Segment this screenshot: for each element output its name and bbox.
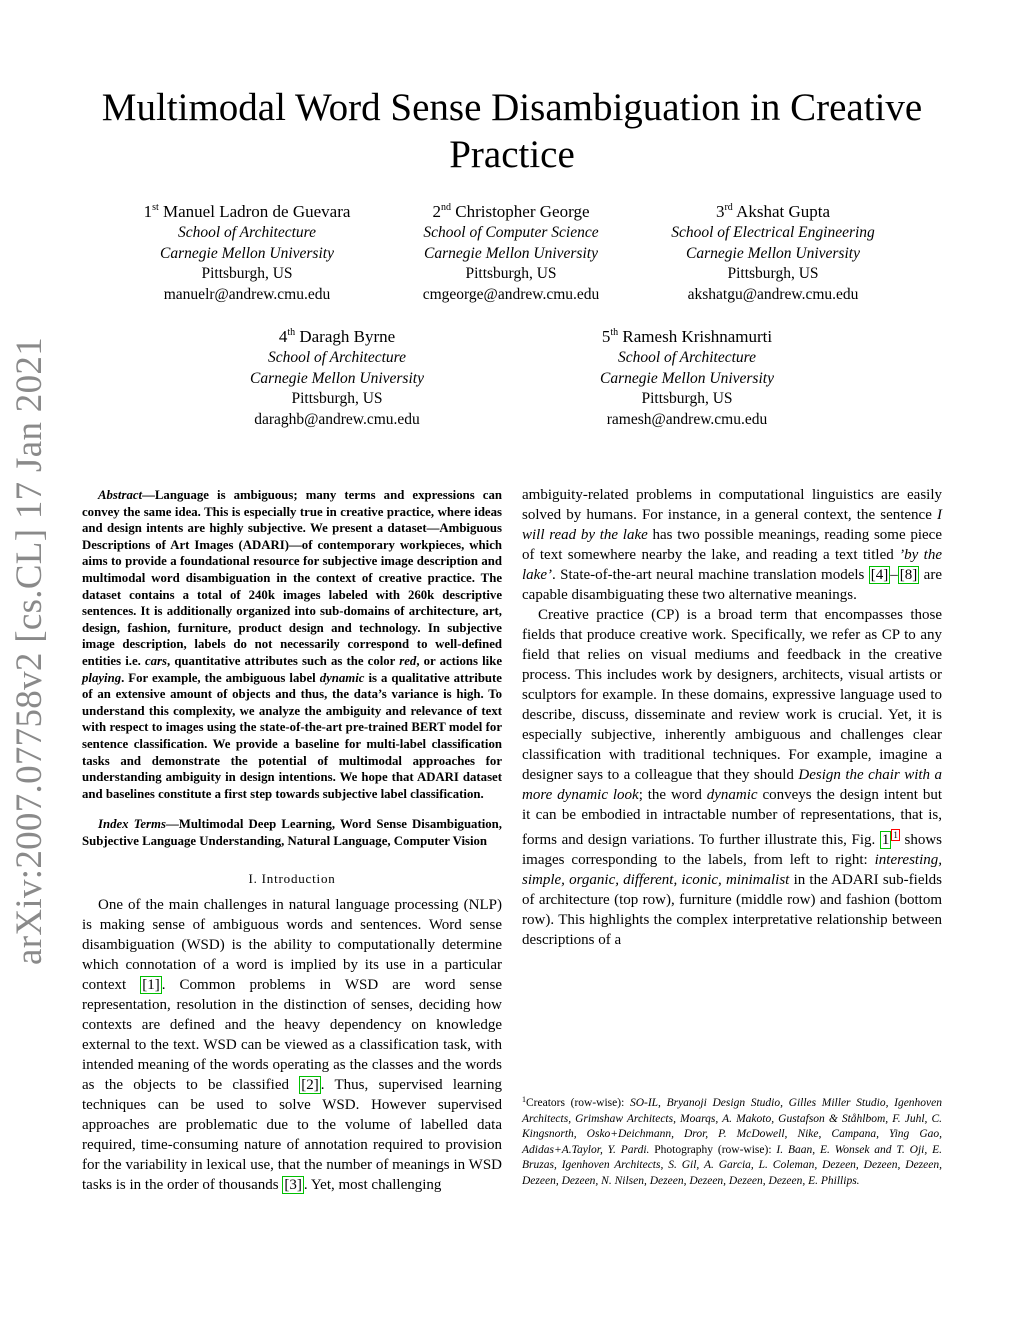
author-email[interactable]: cmgeorge@andrew.cmu.edu — [422, 285, 600, 303]
author-location: Pittsburgh, US — [291, 390, 383, 407]
author-location: Pittsburgh, US — [465, 265, 557, 282]
author-name: Christopher George — [455, 202, 590, 221]
author-name: Akshat Gupta — [736, 202, 831, 221]
citation-link[interactable]: [1] — [142, 977, 160, 994]
author-block-2 — [376, 201, 646, 305]
author-block-5 — [552, 326, 822, 430]
author-ordinal: 4 — [278, 327, 288, 346]
author-name: Ramesh Krishnamurti — [622, 327, 773, 346]
author-location: Pittsburgh, US — [727, 265, 819, 282]
intro-paragraph-continued: ambiguity-related problems in computational linguistics are easily solved by humans. For instance, in a general context, the sentence I will read by the lake has two possible meanings, reading some piece of text somewhere nearby the lake, and reading a text titled ’by the lake’. State-of-the-art neural machine translation models [4] – [8] are capable disambiguating these two alternative meanings. — [522, 487, 942, 603]
author-location: Pittsburgh, US — [641, 390, 733, 407]
author-name: Daragh Byrne — [299, 327, 396, 346]
author-ordinal-suffix: nd — [441, 202, 451, 213]
right-column — [522, 485, 942, 950]
author-school: School of Architecture — [177, 224, 317, 241]
author-school: School of Architecture — [617, 349, 757, 366]
author-ordinal-suffix: rd — [724, 202, 733, 213]
author-block-4 — [202, 326, 472, 430]
footnote-link[interactable]: 1 — [893, 830, 898, 840]
author-school: School of Electrical Engineering — [671, 224, 875, 241]
author-email[interactable]: manuelr@andrew.cmu.edu — [163, 285, 331, 303]
citation-link[interactable]: [4] — [870, 567, 889, 583]
author-university: Carnegie Mellon University — [424, 244, 598, 262]
citation-link[interactable]: [8] — [899, 567, 918, 583]
abstract: Abstract—Language is ambiguous; many terms and expressions can convey the same idea. This is especially true in creative practice, where ideas and design intents are highly subjective. We present a dataset—Ambiguous Descriptions of Art Images (ADARI)—of contemporary workpieces, which aims to provide a foundational resource for subjective image description and multimodal word disambiguation in the context of creative practice. The dataset contains a total of 240k images labeled with 260k descriptive sentences. It is additionally organized into sub-domains of architecture, art, design, fashion, furniture, product design and technology. In subjective image description, labels do not necessarily correspond to well-defined entities i.e. cars, quantitative attributes such as the color red, or actions like playing. For example, the ambiguous label dynamic is a qualitative attribute of an extensive amount of objects and thus, the data’s variance is high. To understand this complexity, we analyze the ambiguity and relevance of text with respect to images using the state-of-the-art pre-trained BERT model for sentence classification. We provide a baseline for multi-label classification tasks and demonstrate the potential of multimodal approaches for understanding ambiguity in design intentions. We hope that ADARI dataset and baselines constitute a first step towards subjective label classification. — [82, 488, 502, 801]
section-heading-introduction: I. Introduction — [248, 871, 336, 887]
author-university: Carnegie Mellon University — [686, 244, 860, 262]
footnote: $^1$Creators (row-wise): SO-IL, Bryanoji Design Studio, Gilles Miller Studio, Igenhoven Architects, Grimshaw Architects, Moarqs, A. Makoto, Gustafson & Ståhlbom, F. Juhl, C. Kingsnorth, Osko+Deichmann, Dror, P. McDowell, Nike, Campana, Ying Gao, Adidas+A.Taylor, Y. Pardi. Photography (row-wise): I. Baan, E. Wonsek and T. Oji, E. Bruzas, Igenhoven Architects, S. Gil, A. Garcia, L. Coleman, Dezeen, Dezeen, Dezeen, Dezeen, Dezeen, N. Nilsen, Dezeen, Dezeen, Dezeen, Dezeen, E. Phillips. — [522, 1095, 943, 1187]
author-ordinal: 1 — [143, 202, 153, 221]
author-university: Carnegie Mellon University — [250, 369, 424, 387]
author-ordinal-suffix: th — [287, 327, 296, 338]
intro-paragraph-2: Creative practice (CP) is a broad term that encompasses those fields that produce creative work. Specifically, we refer as CP to any field that relies on visual mediums and feedback in the creative process. This includes work by designers, architects, visual artists or sculptors for example. In these domains, expressive language used to describe, discuss, disseminate and review work is crucial. Yet, it is especially subjective, inherently ambiguous and challenges clear classification with traditional techniques. For example, imagine a designer says to a colleague that they should Design the chair with a more dynamic look; the word dynamic conveys the design intent but it can be embodied in intractable number of representations, that is, forms and design variations. To further illustrate this, Fig. 1 $^1$ shows images corresponding to the labels, from left to right: interesting, simple, organic, different, iconic, minimalist in the ADARI sub-fields of architecture (top row), furniture (middle row) and fashion (bottom row). This highlights the complex interpretative relationship between descriptions of a — [522, 607, 942, 948]
author-ordinal-suffix: th — [610, 327, 619, 338]
author-university: Carnegie Mellon University — [600, 369, 774, 387]
paper-title: Multimodal Word Sense Disambiguation in Creative Practice — [101, 86, 923, 176]
author-ordinal: 3 — [715, 202, 725, 221]
left-column — [82, 487, 502, 1195]
author-block-3 — [638, 201, 908, 305]
author-ordinal: 5 — [601, 327, 611, 346]
index-terms: Index Terms—Multimodal Deep Learning, Word Sense Disambiguation, Subjective Language Understanding, Natural Language, Computer Vision — [82, 817, 502, 848]
author-email[interactable]: daraghb@andrew.cmu.edu — [254, 410, 420, 428]
author-block-1 — [112, 201, 382, 305]
intro-paragraph-1: One of the main challenges in natural language processing (NLP) is making sense of ambiguous words and sentences. Word sense disambiguation (WSD) is the ability to computationally determine which connotation of a word is implied by its use in a particular context [1] . Common problems in WSD are word sense representation, resolution in the distinction of senses, deciding how contexts are defined and the heavy dependency on knowledge external to the text. WSD can be viewed as a classification task, with intended meaning of the words operating as the classes and the words as the objects to be classified [2] . Thus, supervised learning techniques can be used to solve WSD. However supervised approaches are problematic due to the volume of labelled data required, time-consuming nature of annotation required to provision for the variability in lexical use, that the number of meanings in WSD tasks is in the order of thousands [3] . Yet, most challenging — [82, 897, 503, 1194]
author-ordinal: 2 — [432, 202, 441, 221]
author-university: Carnegie Mellon University — [160, 244, 334, 262]
arxiv-sidebar: arXiv:2007.07758v2 [cs.CL] 17 Jan 2021 — [9, 337, 50, 965]
author-email[interactable]: ramesh@andrew.cmu.edu — [606, 410, 768, 428]
index-terms-label: Index Terms — [98, 817, 166, 832]
figure-link[interactable]: 1 — [881, 832, 890, 848]
author-location: Pittsburgh, US — [201, 265, 293, 282]
author-email[interactable]: akshatgu@andrew.cmu.edu — [687, 285, 859, 303]
abstract-label: Abstract — [98, 488, 143, 502]
footnote-mark: 1 — [522, 1095, 526, 1104]
author-ordinal-suffix: st — [152, 202, 159, 213]
citation-link[interactable]: [3] — [284, 1177, 302, 1194]
author-school: School of Architecture — [267, 349, 407, 366]
author-name: Manuel Ladron de Guevara — [163, 202, 351, 221]
author-school: School of Computer Science — [423, 224, 599, 241]
citation-link[interactable]: [2] — [301, 1077, 319, 1094]
